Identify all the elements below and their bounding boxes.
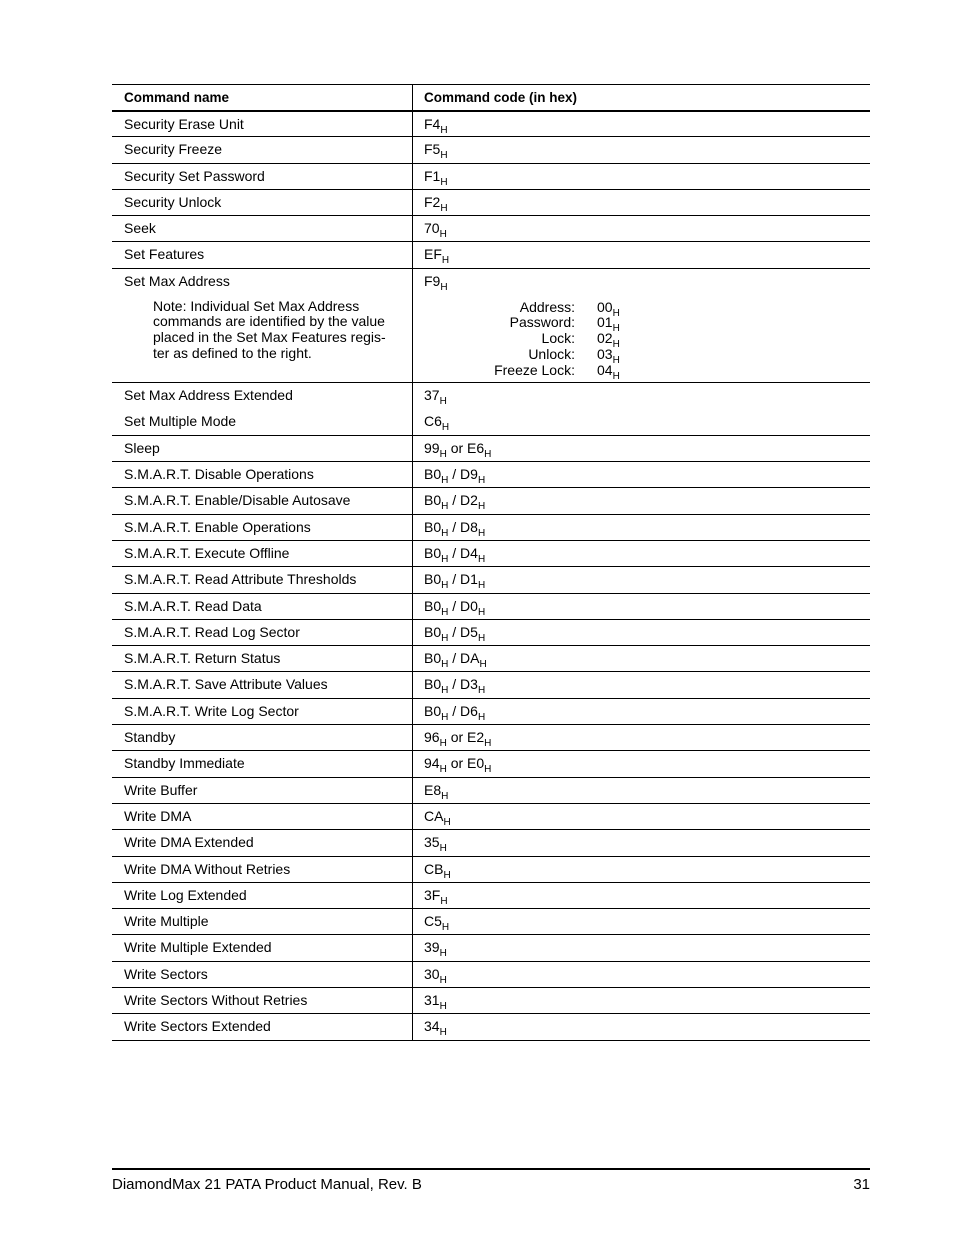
code-radix-subscript: H	[441, 659, 449, 671]
code-radix-subscript: H	[441, 527, 449, 539]
command-code-cell	[413, 163, 871, 189]
code-value: F1	[424, 167, 441, 184]
command-name: Set Max Address	[124, 272, 230, 289]
command-code-cell	[413, 567, 871, 593]
code-value: / D5	[448, 623, 478, 640]
command-code-cell	[413, 856, 871, 882]
code-value: 3F	[424, 886, 441, 903]
column-header-command-name: Command name	[112, 85, 413, 111]
command-code	[424, 466, 486, 487]
code-value: 96	[424, 729, 440, 746]
footer-document-title: DiamondMax 21 PATA Product Manual, Rev. B	[112, 1176, 422, 1193]
code-radix-subscript: H	[484, 448, 492, 460]
command-code	[424, 167, 448, 188]
command-code	[424, 807, 451, 828]
code-value: B0	[424, 702, 442, 719]
command-name-cell	[112, 462, 413, 488]
command-name-cell	[112, 988, 413, 1014]
table-row	[112, 189, 870, 215]
code-radix-subscript: H	[441, 255, 450, 267]
table-row	[112, 909, 870, 935]
command-name-cell	[112, 619, 413, 645]
command-name-cell	[112, 409, 413, 435]
command-name: Security Freeze	[124, 141, 223, 158]
code-radix-subscript: H	[612, 354, 620, 366]
command-code	[424, 860, 451, 881]
command-code-cell	[413, 216, 871, 242]
command-code-cell	[413, 882, 871, 908]
code-value: / D6	[448, 702, 478, 719]
command-code-cell	[413, 488, 871, 514]
table-row	[112, 242, 870, 268]
code-radix-subscript: H	[612, 307, 620, 319]
code-radix-subscript: H	[484, 764, 492, 776]
code-value: / D3	[448, 676, 478, 693]
command-name: Write Sectors	[124, 965, 208, 982]
code-radix-subscript: H	[440, 202, 448, 214]
command-code	[424, 220, 447, 241]
command-code-cell	[413, 137, 871, 163]
command-name: S.M.A.R.T. Execute Offline	[124, 545, 290, 561]
code-radix-subscript: H	[477, 632, 486, 644]
command-code	[424, 439, 492, 460]
code-radix-subscript: H	[440, 150, 448, 162]
code-value: / D2	[448, 492, 478, 509]
command-code-cell	[413, 935, 871, 961]
code-radix-subscript: H	[439, 843, 447, 855]
code-radix-subscript: H	[441, 790, 449, 802]
footer-page-number: 31	[853, 1176, 870, 1193]
code-value: B0	[424, 492, 442, 509]
command-name: Write Sectors Extended	[124, 1018, 271, 1035]
feature-register-row	[424, 298, 870, 319]
command-code-cell	[413, 619, 871, 645]
code-value: B0	[424, 518, 442, 535]
command-code-cell	[413, 383, 871, 409]
command-code-cell	[413, 777, 871, 803]
command-name-cell	[112, 672, 413, 698]
command-code-cell	[413, 698, 871, 724]
code-value: F2	[424, 193, 441, 210]
command-code	[424, 939, 447, 960]
code-radix-subscript: H	[477, 711, 486, 723]
command-name: Write Log Extended	[124, 886, 247, 903]
code-value: B0	[424, 676, 442, 693]
code-radix-subscript: H	[477, 580, 486, 592]
command-code	[424, 834, 447, 855]
feature-register-label: Unlock:	[528, 345, 575, 362]
command-name: S.M.A.R.T. Read Data	[124, 597, 262, 614]
command-name: Set Features	[124, 246, 205, 263]
feature-register-value	[597, 361, 620, 382]
command-code	[424, 913, 450, 934]
code-value: B0	[424, 597, 442, 614]
command-code	[424, 623, 486, 644]
feature-register-value	[597, 330, 620, 351]
footer-divider	[112, 1168, 870, 1170]
command-name-cell	[112, 961, 413, 987]
command-code	[424, 597, 486, 618]
code-radix-subscript: H	[439, 1001, 447, 1013]
table-row	[112, 111, 870, 137]
feature-register-label: Freeze Lock:	[494, 361, 575, 378]
command-code	[424, 992, 447, 1013]
code-radix-subscript: H	[441, 632, 449, 644]
code-radix-subscript: H	[484, 738, 492, 750]
code-value: or E6	[446, 439, 485, 456]
table-row	[112, 751, 870, 777]
code-value: B0	[424, 545, 442, 561]
command-code	[424, 650, 487, 671]
code-value: / D4	[448, 545, 478, 561]
command-code-cell	[413, 725, 871, 751]
command-code-cell	[413, 462, 871, 488]
code-radix-subscript: H	[439, 229, 447, 241]
command-name-cell	[112, 909, 413, 935]
code-value: C6	[424, 413, 442, 430]
table-row	[112, 137, 870, 163]
command-code-cell	[413, 541, 871, 567]
command-name: Write Multiple Extended	[124, 939, 272, 956]
command-name: Write Buffer	[124, 781, 198, 798]
command-name: Write DMA Without Retries	[124, 860, 291, 877]
command-name: S.M.A.R.T. Return Status	[124, 650, 281, 667]
command-name-cell	[112, 777, 413, 803]
command-name: Sleep	[124, 439, 160, 456]
command-name: Security Set Password	[124, 167, 265, 184]
command-name: Security Unlock	[124, 193, 222, 210]
code-radix-subscript: H	[477, 554, 486, 565]
table-row	[112, 462, 870, 488]
command-name-cell	[112, 268, 413, 382]
code-value: F9	[424, 272, 441, 289]
command-name-cell	[112, 830, 413, 856]
table-row	[112, 541, 870, 567]
table-row	[112, 698, 870, 724]
code-radix-subscript: H	[441, 711, 449, 723]
table-row	[112, 435, 870, 461]
code-value: or E2	[446, 729, 485, 746]
command-name-cell	[112, 163, 413, 189]
table-row	[112, 961, 870, 987]
command-code-cell	[413, 514, 871, 540]
command-name: Seek	[124, 220, 156, 237]
code-value: 70	[424, 220, 440, 237]
command-code	[424, 492, 486, 513]
code-value: E8	[424, 781, 442, 798]
command-table	[112, 84, 870, 1041]
command-code	[424, 702, 486, 723]
command-name: S.M.A.R.T. Disable Operations	[124, 466, 314, 483]
table-row	[112, 803, 870, 829]
table-row	[112, 216, 870, 242]
command-name-cell	[112, 803, 413, 829]
table-row	[112, 409, 870, 435]
command-code	[424, 1018, 447, 1039]
command-code-cell	[413, 435, 871, 461]
code-radix-subscript: H	[441, 580, 449, 592]
table-row	[112, 567, 870, 593]
table-row	[112, 268, 870, 382]
code-radix-subscript: H	[441, 475, 449, 487]
command-note: Note: Individual Set Max Address commands are identified by the value placed in the Set Max Features regis-ter as defined to the right.	[153, 297, 386, 361]
code-radix-subscript: H	[479, 659, 487, 671]
command-code	[424, 729, 492, 750]
command-code-cell	[413, 242, 871, 268]
feature-register-code: 00	[597, 298, 613, 315]
command-code	[424, 886, 448, 907]
feature-register-code: 04	[597, 361, 613, 378]
command-code-cell	[413, 409, 871, 435]
code-value: CB	[424, 860, 444, 877]
command-name: Write DMA	[124, 807, 192, 824]
command-name-cell	[112, 593, 413, 619]
feature-register-row	[424, 314, 870, 335]
code-value: B0	[424, 466, 442, 483]
command-code	[424, 755, 492, 776]
code-radix-subscript: H	[612, 370, 620, 382]
command-name: S.M.A.R.T. Read Log Sector	[124, 623, 300, 640]
code-radix-subscript: H	[440, 124, 448, 136]
code-value: F5	[424, 141, 441, 158]
command-name-cell	[112, 725, 413, 751]
command-name: Set Multiple Mode	[124, 413, 237, 430]
command-name: S.M.A.R.T. Read Attribute Thresholds	[124, 571, 357, 588]
command-name: S.M.A.R.T. Enable/Disable Autosave	[124, 492, 351, 509]
code-radix-subscript: H	[477, 527, 486, 539]
command-code	[424, 272, 448, 293]
command-name-cell	[112, 435, 413, 461]
code-radix-subscript: H	[441, 501, 449, 513]
code-radix-subscript: H	[439, 1027, 447, 1039]
command-name: Write Multiple	[124, 913, 209, 930]
command-code	[424, 965, 447, 986]
feature-register-value	[597, 298, 620, 319]
command-code-cell	[413, 646, 871, 672]
command-code-cell	[413, 189, 871, 215]
command-name: S.M.A.R.T. Write Log Sector	[124, 702, 299, 719]
code-radix-subscript: H	[612, 323, 620, 335]
table-row	[112, 514, 870, 540]
command-name: S.M.A.R.T. Save Attribute Values	[124, 676, 328, 693]
command-code-cell	[413, 909, 871, 935]
table-row	[112, 856, 870, 882]
table-header-row	[112, 85, 870, 111]
code-value: or E0	[446, 755, 485, 772]
code-value: / D1	[448, 571, 478, 588]
table-row	[112, 672, 870, 698]
code-radix-subscript: H	[439, 396, 447, 408]
command-name-cell	[112, 242, 413, 268]
table-row	[112, 488, 870, 514]
command-code-cell	[413, 593, 871, 619]
code-value: C5	[424, 913, 442, 930]
command-name-cell	[112, 541, 413, 567]
code-radix-subscript: H	[439, 448, 447, 460]
command-name-cell	[112, 514, 413, 540]
feature-register-row	[424, 345, 870, 366]
code-radix-subscript: H	[441, 922, 450, 934]
command-code-cell	[413, 961, 871, 987]
command-code	[424, 413, 450, 434]
feature-register-value	[597, 314, 620, 335]
command-code-cell	[413, 672, 871, 698]
code-value: 99	[424, 439, 440, 456]
command-name-cell	[112, 698, 413, 724]
feature-register-label: Address:	[519, 298, 575, 315]
command-name-cell	[112, 856, 413, 882]
table-row	[112, 830, 870, 856]
command-code	[424, 781, 449, 802]
code-value: B0	[424, 571, 442, 588]
command-code	[424, 115, 448, 136]
command-name: Standby	[124, 729, 176, 746]
command-name-cell	[112, 935, 413, 961]
table-row	[112, 725, 870, 751]
command-code	[424, 141, 448, 162]
command-code-cell	[413, 988, 871, 1014]
command-name-cell	[112, 1014, 413, 1040]
code-radix-subscript: H	[612, 339, 620, 351]
command-code-cell	[413, 751, 871, 777]
code-value: B0	[424, 650, 442, 667]
table-row	[112, 935, 870, 961]
command-code-cell	[413, 830, 871, 856]
command-code	[424, 387, 447, 408]
code-value: 31	[424, 992, 440, 1009]
command-code	[424, 571, 486, 592]
code-radix-subscript: H	[441, 685, 449, 697]
command-name: Write Sectors Without Retries	[124, 992, 308, 1009]
command-code-cell	[413, 111, 871, 137]
command-code	[424, 193, 448, 214]
code-radix-subscript: H	[441, 606, 449, 618]
code-value: 30	[424, 965, 440, 982]
command-name-cell	[112, 189, 413, 215]
code-radix-subscript: H	[440, 281, 448, 293]
command-code-cell	[413, 803, 871, 829]
code-value: 39	[424, 939, 440, 956]
command-name-cell	[112, 216, 413, 242]
command-name-cell	[112, 882, 413, 908]
feature-register-label: Password:	[509, 314, 575, 331]
code-radix-subscript: H	[440, 176, 448, 188]
code-radix-subscript: H	[439, 764, 447, 776]
command-name-cell	[112, 567, 413, 593]
code-value: / D9	[448, 466, 478, 483]
command-code	[424, 545, 486, 565]
feature-register-row	[424, 361, 870, 382]
table-row	[112, 163, 870, 189]
command-name-cell	[112, 383, 413, 409]
code-radix-subscript: H	[439, 948, 447, 960]
feature-register-code: 03	[597, 345, 613, 362]
code-radix-subscript: H	[441, 422, 450, 434]
command-code	[424, 246, 450, 267]
code-value: 94	[424, 755, 440, 772]
feature-register-row	[424, 330, 870, 351]
command-name-cell	[112, 137, 413, 163]
code-radix-subscript: H	[477, 475, 486, 487]
command-code	[424, 518, 486, 539]
code-value: 35	[424, 834, 440, 851]
code-value: / D0	[448, 597, 478, 614]
code-radix-subscript: H	[477, 606, 486, 618]
command-code-cell	[413, 268, 871, 382]
code-value: B0	[424, 623, 442, 640]
table-row	[112, 777, 870, 803]
command-name-cell	[112, 751, 413, 777]
feature-register-label: Lock:	[541, 330, 575, 347]
code-value: EF	[424, 246, 442, 263]
table-row	[112, 1014, 870, 1040]
column-header-command-code: Command code (in hex)	[413, 85, 871, 111]
code-radix-subscript: H	[439, 738, 447, 750]
code-radix-subscript: H	[477, 501, 486, 513]
feature-register-code: 01	[597, 314, 613, 331]
command-code-cell	[413, 1014, 871, 1040]
code-radix-subscript: H	[477, 685, 486, 697]
command-name-cell	[112, 488, 413, 514]
code-radix-subscript: H	[441, 554, 449, 565]
command-name: Set Max Address Extended	[124, 387, 293, 404]
code-radix-subscript: H	[439, 974, 447, 986]
code-radix-subscript: H	[443, 869, 451, 881]
table-row	[112, 882, 870, 908]
command-name-cell	[112, 646, 413, 672]
table-row	[112, 988, 870, 1014]
code-value: / DA	[448, 650, 480, 667]
feature-register-values	[424, 298, 870, 382]
command-name-cell	[112, 111, 413, 137]
code-value: F4	[424, 115, 441, 132]
feature-register-value	[597, 345, 620, 366]
code-radix-subscript: H	[443, 816, 451, 828]
command-name: Security Erase Unit	[124, 115, 244, 132]
table-row	[112, 383, 870, 409]
command-name: Write DMA Extended	[124, 834, 254, 851]
table-body	[112, 111, 870, 1041]
command-name: S.M.A.R.T. Enable Operations	[124, 518, 311, 535]
command-code	[424, 676, 486, 697]
code-value: / D8	[448, 518, 478, 535]
command-name: Standby Immediate	[124, 755, 245, 772]
code-value: 34	[424, 1018, 440, 1035]
table-row	[112, 619, 870, 645]
code-value: CA	[424, 807, 444, 824]
feature-register-code: 02	[597, 330, 613, 347]
code-value: 37	[424, 387, 440, 404]
table-row	[112, 593, 870, 619]
code-radix-subscript: H	[440, 895, 448, 907]
table-row	[112, 646, 870, 672]
